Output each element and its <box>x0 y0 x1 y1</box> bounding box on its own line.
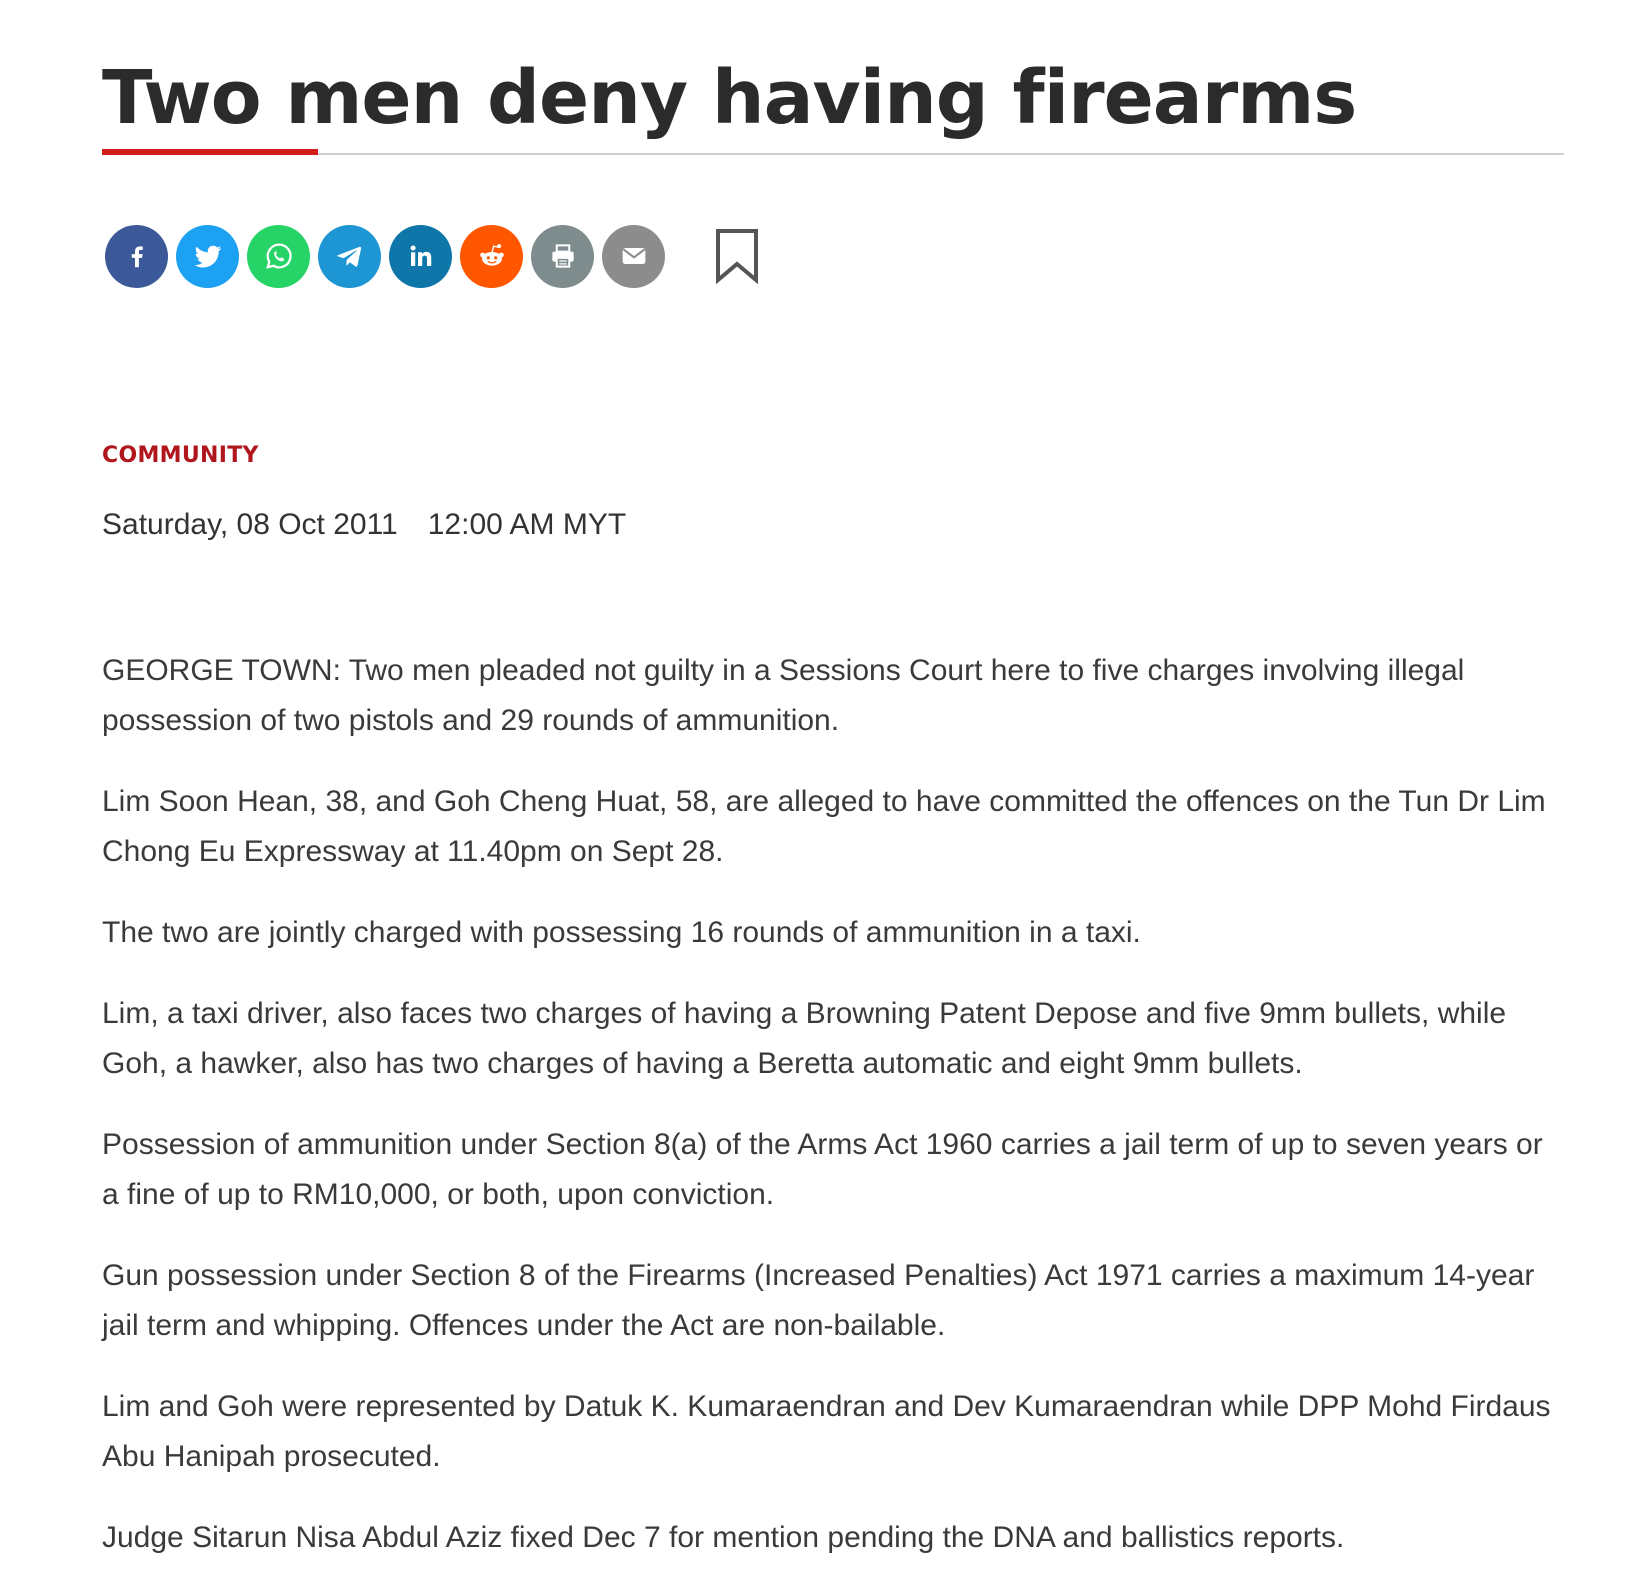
telegram-icon <box>334 240 366 272</box>
publish-date: Saturday, 08 Oct 2011 <box>102 508 398 541</box>
reddit-icon <box>475 239 509 273</box>
headline-divider <box>102 153 1564 155</box>
article-paragraph: Lim and Goh were represented by Datuk K. Kumaraendran and Dev Kumaraendran while DPP Mohd Firdaus Abu Hanipah prosecuted. <box>102 1390 1551 1473</box>
share-email-button[interactable] <box>602 225 665 288</box>
print-icon <box>548 241 578 271</box>
article-dateline <box>102 508 626 542</box>
bookmark-icon <box>714 228 760 284</box>
share-whatsapp-button[interactable] <box>247 225 310 288</box>
whatsapp-icon <box>263 240 295 272</box>
twitter-icon <box>192 240 224 272</box>
article-paragraph: Gun possession under Section 8 of the Firearms (Increased Penalties) Act 1971 carries a maximum 14-year jail term and whipping. Offences under the Act are non-bailable. <box>102 1259 1535 1342</box>
share-reddit-button[interactable] <box>460 225 523 288</box>
article-body <box>102 646 1564 1594</box>
headline-accent-bar <box>102 149 318 155</box>
facebook-icon <box>122 241 152 271</box>
publish-time: 12:00 AM MYT <box>427 508 627 541</box>
print-button[interactable] <box>531 225 594 288</box>
share-bar <box>105 224 761 288</box>
share-linkedin-button[interactable] <box>389 225 452 288</box>
article-paragraph: Lim, a taxi driver, also faces two charges of having a Browning Patent Depose and five 9mm bullets, while Goh, a hawker, also has two charges of having a Beretta automatic and eight 9mm bullets. <box>102 997 1507 1080</box>
linkedin-icon <box>406 241 436 271</box>
article-paragraph: Lim Soon Hean, 38, and Goh Cheng Huat, 58, are alleged to have committed the offences on the Tun Dr Lim Chong Eu Expressway at 11.40pm on Sept 28. <box>102 785 1546 868</box>
share-twitter-button[interactable] <box>176 225 239 288</box>
share-telegram-button[interactable] <box>318 225 381 288</box>
share-facebook-button[interactable] <box>105 225 168 288</box>
bookmark-button[interactable] <box>713 227 761 285</box>
article-paragraph: The two are jointly charged with possessing 16 rounds of ammunition in a taxi. <box>102 916 1141 949</box>
article-paragraph: Judge Sitarun Nisa Abdul Aziz fixed Dec 7 for mention pending the DNA and ballistics reports. <box>102 1521 1345 1554</box>
article-category[interactable]: COMMUNITY <box>102 443 259 468</box>
email-icon <box>618 240 650 272</box>
article-headline: Two men deny having firearms <box>102 55 1357 141</box>
article-paragraph: Possession of ammunition under Section 8(a) of the Arms Act 1960 carries a jail term of up to seven years or a fine of up to RM10,000, or both, upon conviction. <box>102 1128 1543 1211</box>
article-paragraph: GEORGE TOWN: Two men pleaded not guilty in a Sessions Court here to five charges involving illegal possession of two pistols and 29 rounds of ammunition. <box>102 654 1465 737</box>
